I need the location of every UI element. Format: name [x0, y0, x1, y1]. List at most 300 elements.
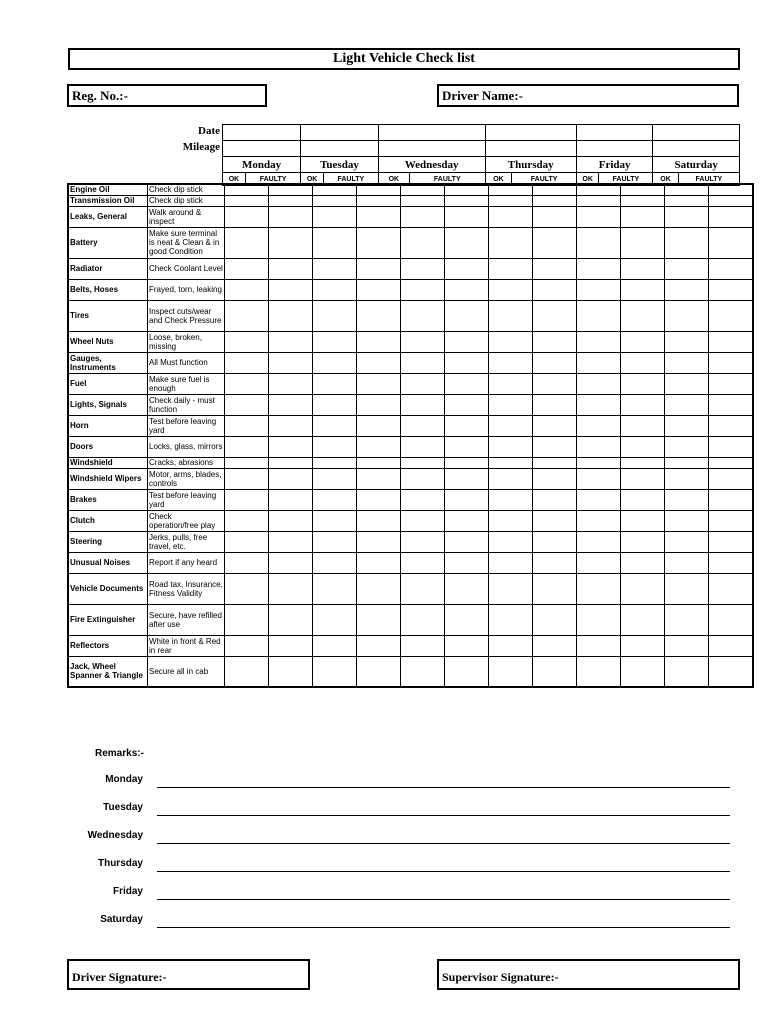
faulty-checkbox-cell[interactable]: [269, 604, 313, 635]
faulty-checkbox-cell[interactable]: [445, 258, 489, 279]
ok-checkbox-cell[interactable]: [665, 604, 709, 635]
faulty-checkbox-cell[interactable]: [709, 331, 754, 352]
faulty-checkbox-cell[interactable]: [269, 373, 313, 394]
faulty-checkbox-cell[interactable]: [445, 300, 489, 331]
faulty-checkbox-cell[interactable]: [709, 656, 754, 687]
faulty-checkbox-cell[interactable]: [357, 279, 401, 300]
ok-checkbox-cell[interactable]: [577, 436, 621, 457]
faulty-checkbox-cell[interactable]: [709, 635, 754, 656]
faulty-checkbox-cell[interactable]: [533, 279, 577, 300]
ok-checkbox-cell[interactable]: [225, 531, 269, 552]
ok-checkbox-cell[interactable]: [577, 258, 621, 279]
faulty-checkbox-cell[interactable]: [445, 352, 489, 373]
faulty-checkbox-cell[interactable]: [621, 258, 665, 279]
ok-checkbox-cell[interactable]: [225, 457, 269, 468]
ok-checkbox-cell[interactable]: [313, 457, 357, 468]
ok-checkbox-cell[interactable]: [225, 489, 269, 510]
remark-line[interactable]: [157, 787, 730, 788]
ok-checkbox-cell[interactable]: [665, 468, 709, 489]
remark-line[interactable]: [157, 815, 730, 816]
faulty-checkbox-cell[interactable]: [269, 279, 313, 300]
ok-checkbox-cell[interactable]: [225, 394, 269, 415]
faulty-checkbox-cell[interactable]: [533, 510, 577, 531]
ok-checkbox-cell[interactable]: [225, 468, 269, 489]
ok-checkbox-cell[interactable]: [313, 206, 357, 227]
ok-checkbox-cell[interactable]: [665, 489, 709, 510]
remark-line[interactable]: [157, 899, 730, 900]
ok-checkbox-cell[interactable]: [577, 510, 621, 531]
remark-line[interactable]: [157, 927, 730, 928]
faulty-checkbox-cell[interactable]: [621, 184, 665, 195]
ok-checkbox-cell[interactable]: [313, 352, 357, 373]
faulty-checkbox-cell[interactable]: [533, 436, 577, 457]
ok-checkbox-cell[interactable]: [489, 489, 533, 510]
ok-checkbox-cell[interactable]: [577, 415, 621, 436]
faulty-checkbox-cell[interactable]: [269, 184, 313, 195]
faulty-checkbox-cell[interactable]: [357, 468, 401, 489]
ok-checkbox-cell[interactable]: [225, 373, 269, 394]
faulty-checkbox-cell[interactable]: [709, 184, 754, 195]
ok-checkbox-cell[interactable]: [401, 457, 445, 468]
ok-checkbox-cell[interactable]: [401, 656, 445, 687]
faulty-checkbox-cell[interactable]: [445, 604, 489, 635]
mileage-cell[interactable]: [576, 141, 652, 157]
faulty-checkbox-cell[interactable]: [269, 635, 313, 656]
ok-checkbox-cell[interactable]: [577, 300, 621, 331]
faulty-checkbox-cell[interactable]: [357, 489, 401, 510]
faulty-checkbox-cell[interactable]: [357, 457, 401, 468]
faulty-checkbox-cell[interactable]: [533, 531, 577, 552]
faulty-checkbox-cell[interactable]: [533, 394, 577, 415]
faulty-checkbox-cell[interactable]: [445, 415, 489, 436]
ok-checkbox-cell[interactable]: [313, 468, 357, 489]
faulty-checkbox-cell[interactable]: [533, 489, 577, 510]
ok-checkbox-cell[interactable]: [489, 331, 533, 352]
ok-checkbox-cell[interactable]: [489, 184, 533, 195]
faulty-checkbox-cell[interactable]: [709, 373, 754, 394]
faulty-checkbox-cell[interactable]: [533, 195, 577, 206]
ok-checkbox-cell[interactable]: [665, 195, 709, 206]
ok-checkbox-cell[interactable]: [665, 510, 709, 531]
ok-checkbox-cell[interactable]: [225, 300, 269, 331]
ok-checkbox-cell[interactable]: [225, 331, 269, 352]
mileage-cell[interactable]: [378, 141, 485, 157]
ok-checkbox-cell[interactable]: [401, 258, 445, 279]
ok-checkbox-cell[interactable]: [225, 352, 269, 373]
faulty-checkbox-cell[interactable]: [709, 195, 754, 206]
faulty-checkbox-cell[interactable]: [357, 656, 401, 687]
faulty-checkbox-cell[interactable]: [621, 468, 665, 489]
driver-signature-field[interactable]: [67, 959, 310, 990]
faulty-checkbox-cell[interactable]: [269, 258, 313, 279]
faulty-checkbox-cell[interactable]: [533, 468, 577, 489]
faulty-checkbox-cell[interactable]: [357, 552, 401, 573]
faulty-checkbox-cell[interactable]: [621, 227, 665, 258]
ok-checkbox-cell[interactable]: [313, 300, 357, 331]
ok-checkbox-cell[interactable]: [489, 635, 533, 656]
faulty-checkbox-cell[interactable]: [269, 195, 313, 206]
mileage-cell[interactable]: [485, 141, 576, 157]
faulty-checkbox-cell[interactable]: [533, 331, 577, 352]
ok-checkbox-cell[interactable]: [313, 573, 357, 604]
faulty-checkbox-cell[interactable]: [621, 300, 665, 331]
ok-checkbox-cell[interactable]: [225, 195, 269, 206]
ok-checkbox-cell[interactable]: [225, 604, 269, 635]
ok-checkbox-cell[interactable]: [665, 436, 709, 457]
faulty-checkbox-cell[interactable]: [269, 510, 313, 531]
ok-checkbox-cell[interactable]: [665, 227, 709, 258]
ok-checkbox-cell[interactable]: [401, 573, 445, 604]
faulty-checkbox-cell[interactable]: [621, 195, 665, 206]
ok-checkbox-cell[interactable]: [489, 531, 533, 552]
faulty-checkbox-cell[interactable]: [445, 635, 489, 656]
ok-checkbox-cell[interactable]: [225, 656, 269, 687]
driver-name-field[interactable]: Driver Name:-: [437, 84, 739, 107]
ok-checkbox-cell[interactable]: [489, 656, 533, 687]
ok-checkbox-cell[interactable]: [577, 279, 621, 300]
ok-checkbox-cell[interactable]: [577, 468, 621, 489]
ok-checkbox-cell[interactable]: [225, 415, 269, 436]
faulty-checkbox-cell[interactable]: [533, 300, 577, 331]
faulty-checkbox-cell[interactable]: [445, 510, 489, 531]
faulty-checkbox-cell[interactable]: [533, 635, 577, 656]
ok-checkbox-cell[interactable]: [489, 195, 533, 206]
ok-checkbox-cell[interactable]: [665, 331, 709, 352]
faulty-checkbox-cell[interactable]: [445, 468, 489, 489]
ok-checkbox-cell[interactable]: [577, 352, 621, 373]
ok-checkbox-cell[interactable]: [665, 656, 709, 687]
faulty-checkbox-cell[interactable]: [269, 206, 313, 227]
ok-checkbox-cell[interactable]: [313, 656, 357, 687]
faulty-checkbox-cell[interactable]: [357, 195, 401, 206]
ok-checkbox-cell[interactable]: [577, 373, 621, 394]
ok-checkbox-cell[interactable]: [313, 195, 357, 206]
ok-checkbox-cell[interactable]: [313, 415, 357, 436]
faulty-checkbox-cell[interactable]: [445, 436, 489, 457]
faulty-checkbox-cell[interactable]: [357, 300, 401, 331]
faulty-checkbox-cell[interactable]: [621, 436, 665, 457]
faulty-checkbox-cell[interactable]: [445, 457, 489, 468]
ok-checkbox-cell[interactable]: [313, 436, 357, 457]
faulty-checkbox-cell[interactable]: [357, 635, 401, 656]
faulty-checkbox-cell[interactable]: [709, 436, 754, 457]
faulty-checkbox-cell[interactable]: [269, 552, 313, 573]
faulty-checkbox-cell[interactable]: [269, 656, 313, 687]
faulty-checkbox-cell[interactable]: [445, 656, 489, 687]
ok-checkbox-cell[interactable]: [577, 573, 621, 604]
ok-checkbox-cell[interactable]: [225, 184, 269, 195]
ok-checkbox-cell[interactable]: [313, 258, 357, 279]
ok-checkbox-cell[interactable]: [489, 510, 533, 531]
faulty-checkbox-cell[interactable]: [445, 573, 489, 604]
faulty-checkbox-cell[interactable]: [357, 227, 401, 258]
faulty-checkbox-cell[interactable]: [709, 352, 754, 373]
ok-checkbox-cell[interactable]: [665, 573, 709, 604]
ok-checkbox-cell[interactable]: [665, 258, 709, 279]
ok-checkbox-cell[interactable]: [313, 394, 357, 415]
faulty-checkbox-cell[interactable]: [533, 352, 577, 373]
ok-checkbox-cell[interactable]: [313, 531, 357, 552]
faulty-checkbox-cell[interactable]: [445, 331, 489, 352]
ok-checkbox-cell[interactable]: [577, 604, 621, 635]
faulty-checkbox-cell[interactable]: [269, 436, 313, 457]
mileage-cell[interactable]: [653, 141, 740, 157]
ok-checkbox-cell[interactable]: [313, 604, 357, 635]
date-cell[interactable]: [576, 125, 652, 141]
faulty-checkbox-cell[interactable]: [709, 415, 754, 436]
ok-checkbox-cell[interactable]: [489, 373, 533, 394]
remark-line[interactable]: [157, 871, 730, 872]
ok-checkbox-cell[interactable]: [401, 331, 445, 352]
faulty-checkbox-cell[interactable]: [357, 436, 401, 457]
faulty-checkbox-cell[interactable]: [709, 394, 754, 415]
checklist-row: [68, 656, 753, 687]
ok-checkbox-cell[interactable]: [225, 635, 269, 656]
faulty-checkbox-cell[interactable]: [621, 415, 665, 436]
mileage-cell[interactable]: [301, 141, 378, 157]
ok-checkbox-cell[interactable]: [225, 436, 269, 457]
faulty-checkbox-cell[interactable]: [445, 394, 489, 415]
reg-no-field[interactable]: Reg. No.:-: [67, 84, 267, 107]
ok-checkbox-cell[interactable]: [665, 184, 709, 195]
ok-checkbox-cell[interactable]: [225, 573, 269, 604]
faulty-checkbox-cell[interactable]: [621, 604, 665, 635]
ok-checkbox-cell[interactable]: [665, 531, 709, 552]
faulty-checkbox-cell[interactable]: [357, 604, 401, 635]
ok-checkbox-cell[interactable]: [401, 227, 445, 258]
date-cell[interactable]: [301, 125, 378, 141]
ok-checkbox-cell[interactable]: [313, 489, 357, 510]
date-cell[interactable]: [223, 125, 301, 141]
ok-checkbox-cell[interactable]: [577, 457, 621, 468]
faulty-checkbox-cell[interactable]: [621, 573, 665, 604]
ok-checkbox-cell[interactable]: [577, 227, 621, 258]
ok-checkbox-cell[interactable]: [401, 468, 445, 489]
faulty-checkbox-cell[interactable]: [621, 510, 665, 531]
ok-checkbox-cell[interactable]: [401, 373, 445, 394]
ok-checkbox-cell[interactable]: [577, 206, 621, 227]
ok-checkbox-cell[interactable]: [313, 184, 357, 195]
faulty-checkbox-cell[interactable]: [269, 227, 313, 258]
ok-checkbox-cell[interactable]: [401, 415, 445, 436]
ok-checkbox-cell[interactable]: [401, 300, 445, 331]
faulty-checkbox-cell[interactable]: [533, 573, 577, 604]
faulty-checkbox-cell[interactable]: [709, 604, 754, 635]
faulty-checkbox-cell[interactable]: [445, 184, 489, 195]
faulty-checkbox-cell[interactable]: [533, 604, 577, 635]
ok-checkbox-cell[interactable]: [489, 573, 533, 604]
faulty-checkbox-cell[interactable]: [533, 457, 577, 468]
ok-checkbox-cell[interactable]: [489, 457, 533, 468]
faulty-checkbox-cell[interactable]: [269, 394, 313, 415]
faulty-checkbox-cell[interactable]: [621, 552, 665, 573]
ok-checkbox-cell[interactable]: [489, 300, 533, 331]
ok-checkbox-cell[interactable]: [489, 227, 533, 258]
faulty-checkbox-cell[interactable]: [621, 531, 665, 552]
supervisor-signature-field[interactable]: [437, 959, 740, 990]
ok-checkbox-cell[interactable]: [401, 436, 445, 457]
faulty-checkbox-cell[interactable]: [269, 331, 313, 352]
ok-checkbox-cell[interactable]: [401, 604, 445, 635]
ok-checkbox-cell[interactable]: [225, 258, 269, 279]
ok-checkbox-cell[interactable]: [577, 331, 621, 352]
faulty-checkbox-cell[interactable]: [445, 195, 489, 206]
ok-checkbox-cell[interactable]: [313, 552, 357, 573]
remark-line[interactable]: [157, 843, 730, 844]
faulty-checkbox-cell[interactable]: [621, 331, 665, 352]
faulty-checkbox-cell[interactable]: [621, 457, 665, 468]
faulty-checkbox-cell[interactable]: [533, 656, 577, 687]
faulty-checkbox-cell[interactable]: [445, 279, 489, 300]
faulty-checkbox-cell[interactable]: [269, 468, 313, 489]
ok-checkbox-cell[interactable]: [577, 656, 621, 687]
ok-checkbox-cell[interactable]: [401, 510, 445, 531]
faulty-checkbox-cell[interactable]: [269, 415, 313, 436]
faulty-checkbox-cell[interactable]: [621, 279, 665, 300]
faulty-checkbox-cell[interactable]: [357, 184, 401, 195]
ok-checkbox-cell[interactable]: [577, 489, 621, 510]
faulty-checkbox-cell[interactable]: [445, 373, 489, 394]
ok-checkbox-cell[interactable]: [489, 415, 533, 436]
ok-checkbox-cell[interactable]: [665, 206, 709, 227]
faulty-checkbox-cell[interactable]: [621, 656, 665, 687]
ok-checkbox-cell[interactable]: [577, 635, 621, 656]
faulty-checkbox-cell[interactable]: [445, 531, 489, 552]
faulty-checkbox-cell[interactable]: [357, 373, 401, 394]
faulty-checkbox-cell[interactable]: [621, 394, 665, 415]
faulty-checkbox-cell[interactable]: [621, 206, 665, 227]
faulty-checkbox-cell[interactable]: [357, 258, 401, 279]
faulty-checkbox-cell[interactable]: [709, 552, 754, 573]
ok-checkbox-cell[interactable]: [665, 300, 709, 331]
faulty-checkbox-cell[interactable]: [357, 510, 401, 531]
ok-checkbox-cell[interactable]: [577, 394, 621, 415]
faulty-checkbox-cell[interactable]: [709, 531, 754, 552]
ok-checkbox-cell[interactable]: [665, 635, 709, 656]
faulty-checkbox-cell[interactable]: [269, 300, 313, 331]
ok-checkbox-cell[interactable]: [401, 531, 445, 552]
faulty-checkbox-cell[interactable]: [533, 415, 577, 436]
faulty-checkbox-cell[interactable]: [269, 457, 313, 468]
faulty-checkbox-cell[interactable]: [357, 415, 401, 436]
ok-checkbox-cell[interactable]: [489, 468, 533, 489]
faulty-checkbox-cell[interactable]: [533, 552, 577, 573]
ok-checkbox-cell[interactable]: [225, 279, 269, 300]
ok-checkbox-cell[interactable]: [665, 552, 709, 573]
faulty-checkbox-cell[interactable]: [533, 227, 577, 258]
ok-checkbox-cell[interactable]: [401, 352, 445, 373]
ok-checkbox-cell[interactable]: [489, 206, 533, 227]
ok-checkbox-cell[interactable]: [489, 604, 533, 635]
faulty-checkbox-cell[interactable]: [709, 300, 754, 331]
faulty-checkbox-cell[interactable]: [709, 227, 754, 258]
faulty-checkbox-cell[interactable]: [357, 394, 401, 415]
ok-checkbox-cell[interactable]: [401, 195, 445, 206]
ok-checkbox-cell[interactable]: [313, 635, 357, 656]
faulty-checkbox-cell[interactable]: [269, 489, 313, 510]
faulty-checkbox-cell[interactable]: [709, 489, 754, 510]
ok-checkbox-cell[interactable]: [225, 227, 269, 258]
ok-checkbox-cell[interactable]: [665, 352, 709, 373]
date-cell[interactable]: [485, 125, 576, 141]
faulty-checkbox-cell[interactable]: [709, 573, 754, 604]
faulty-checkbox-cell[interactable]: [621, 352, 665, 373]
ok-checkbox-cell[interactable]: [665, 394, 709, 415]
faulty-checkbox-cell[interactable]: [269, 531, 313, 552]
faulty-checkbox-cell[interactable]: [533, 258, 577, 279]
ok-checkbox-cell[interactable]: [401, 279, 445, 300]
ok-checkbox-cell[interactable]: [665, 457, 709, 468]
faulty-checkbox-cell[interactable]: [269, 573, 313, 604]
faulty-checkbox-cell[interactable]: [621, 635, 665, 656]
ok-checkbox-cell[interactable]: [489, 436, 533, 457]
faulty-checkbox-cell[interactable]: [621, 373, 665, 394]
ok-checkbox-cell[interactable]: [313, 331, 357, 352]
faulty-checkbox-cell[interactable]: [709, 510, 754, 531]
ok-checkbox-cell[interactable]: [225, 510, 269, 531]
faulty-checkbox-cell[interactable]: [445, 552, 489, 573]
ok-checkbox-cell[interactable]: [489, 552, 533, 573]
ok-checkbox-cell[interactable]: [313, 510, 357, 531]
ok-checkbox-cell[interactable]: [577, 552, 621, 573]
faulty-checkbox-cell[interactable]: [533, 184, 577, 195]
ok-checkbox-cell[interactable]: [489, 279, 533, 300]
faulty-checkbox-cell[interactable]: [357, 573, 401, 604]
faulty-checkbox-cell[interactable]: [709, 468, 754, 489]
faulty-checkbox-cell[interactable]: [357, 331, 401, 352]
faulty-checkbox-cell[interactable]: [445, 206, 489, 227]
date-cell[interactable]: [378, 125, 485, 141]
ok-checkbox-cell[interactable]: [401, 184, 445, 195]
ok-checkbox-cell[interactable]: [313, 279, 357, 300]
ok-checkbox-cell[interactable]: [313, 373, 357, 394]
faulty-checkbox-cell[interactable]: [533, 206, 577, 227]
ok-checkbox-cell[interactable]: [577, 184, 621, 195]
faulty-checkbox-cell[interactable]: [621, 489, 665, 510]
ok-checkbox-cell[interactable]: [665, 279, 709, 300]
ok-checkbox-cell[interactable]: [665, 373, 709, 394]
faulty-checkbox-cell[interactable]: [357, 352, 401, 373]
ok-checkbox-cell[interactable]: [313, 227, 357, 258]
ok-checkbox-cell[interactable]: [401, 552, 445, 573]
faulty-checkbox-cell[interactable]: [445, 227, 489, 258]
faulty-checkbox-cell[interactable]: [357, 206, 401, 227]
ok-checkbox-cell[interactable]: [489, 352, 533, 373]
ok-checkbox-cell[interactable]: [225, 206, 269, 227]
faulty-checkbox-cell[interactable]: [357, 531, 401, 552]
mileage-cell[interactable]: [223, 141, 301, 157]
faulty-checkbox-cell[interactable]: [533, 373, 577, 394]
ok-checkbox-cell[interactable]: [577, 195, 621, 206]
ok-checkbox-cell[interactable]: [401, 206, 445, 227]
faulty-checkbox-cell[interactable]: [709, 457, 754, 468]
faulty-checkbox-cell[interactable]: [709, 279, 754, 300]
faulty-checkbox-cell[interactable]: [445, 489, 489, 510]
ok-checkbox-cell[interactable]: [577, 531, 621, 552]
ok-checkbox-cell[interactable]: [401, 394, 445, 415]
date-cell[interactable]: [653, 125, 740, 141]
ok-checkbox-cell[interactable]: [489, 394, 533, 415]
faulty-checkbox-cell[interactable]: [269, 352, 313, 373]
faulty-checkbox-cell[interactable]: [709, 206, 754, 227]
ok-checkbox-cell[interactable]: [665, 415, 709, 436]
ok-checkbox-cell[interactable]: [401, 635, 445, 656]
ok-checkbox-cell[interactable]: [489, 258, 533, 279]
faulty-checkbox-cell[interactable]: [709, 258, 754, 279]
ok-checkbox-cell[interactable]: [401, 489, 445, 510]
ok-checkbox-cell[interactable]: [225, 552, 269, 573]
check-item-name: Clutch: [68, 510, 148, 531]
